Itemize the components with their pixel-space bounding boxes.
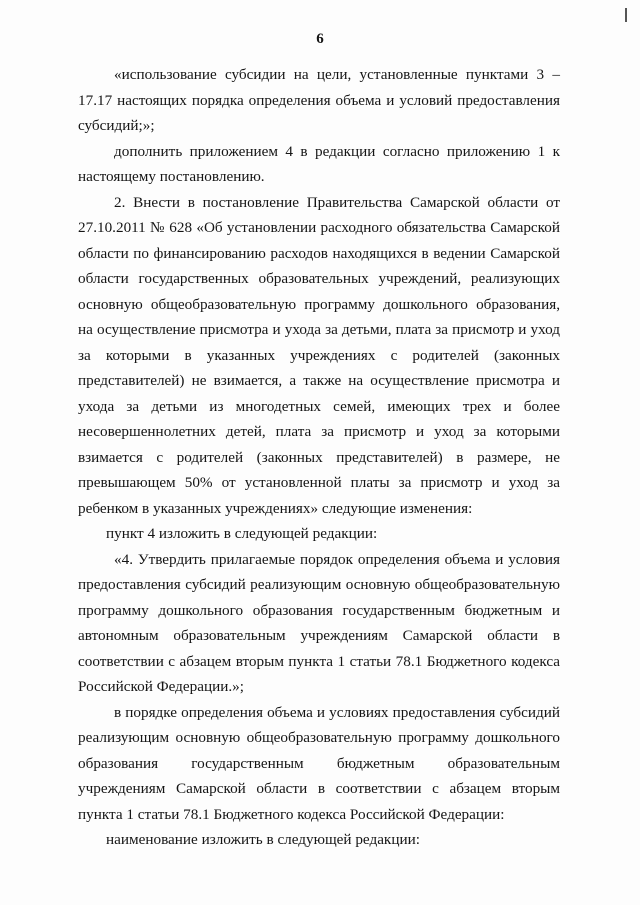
paragraph-add-appendix: дополнить приложением 4 в редакции согласно приложению 1 к настоящему постановлению. bbox=[78, 142, 560, 185]
paragraph-item-4-text: «4. Утвердить прилагаемые порядок определения объема и условия предоставления субсидий реализующим основную общеобразовательную программу дошкольного образования государственным бюджетным и автономным образовательным учреждениям Самарской области в соответствии с абзацем вторым пункта 1 статьи 78.1 Бюджетного кодекса Российской Федерации.»; bbox=[78, 550, 560, 695]
paragraph-title-change: наименование изложить в следующей редакции: bbox=[106, 831, 420, 848]
paragraph-amend-resolution: 2. Внести в постановление Правительства Самарской области от 27.10.2011 № 628 «Об установлении расходного обязательства Самарской области по финансированию расходов находящихся в ведении Самарской области государственных образовательных учреждений, реализующих основную общеобразовательную программу дошкольного образования, на осуществление присмотра и ухода за детьми, плата за присмотр и уход за которыми в указанных учреждениях с родителей (законных представителей) не взимается, а также на осуществление присмотра и ухода за детьми из многодетных семей, имеющих трех и более несовершеннолетних детей, плата за присмотр и уход за которыми взимается с родителей (законных представителей) в размере, не превышающем 50% от установленной платы за присмотр и уход за ребенком в указанных учреждениях» следующие изменения: bbox=[78, 193, 560, 517]
paragraph-subsidy-usage: «использование субсидии на цели, установленные пунктами 3 – 17.17 настоящих порядка определения объема и условий предоставления субсидий;»; bbox=[78, 66, 560, 134]
page-number: 6 bbox=[316, 31, 324, 47]
document-body bbox=[78, 62, 560, 853]
paragraph-item-4-intro: пункт 4 изложить в следующей редакции: bbox=[106, 525, 378, 542]
paragraph-procedure-changes: в порядке определения объема и условиях предоставления субсидий реализующим основную общеобразовательную программу дошкольного образования государственным бюджетным образовательным учреждениям Самарской области в соответствии с абзацем вторым пункта 1 статьи 78.1 Бюджетного кодекса Российской Федерации: bbox=[78, 703, 560, 823]
scan-artifact bbox=[625, 8, 627, 22]
